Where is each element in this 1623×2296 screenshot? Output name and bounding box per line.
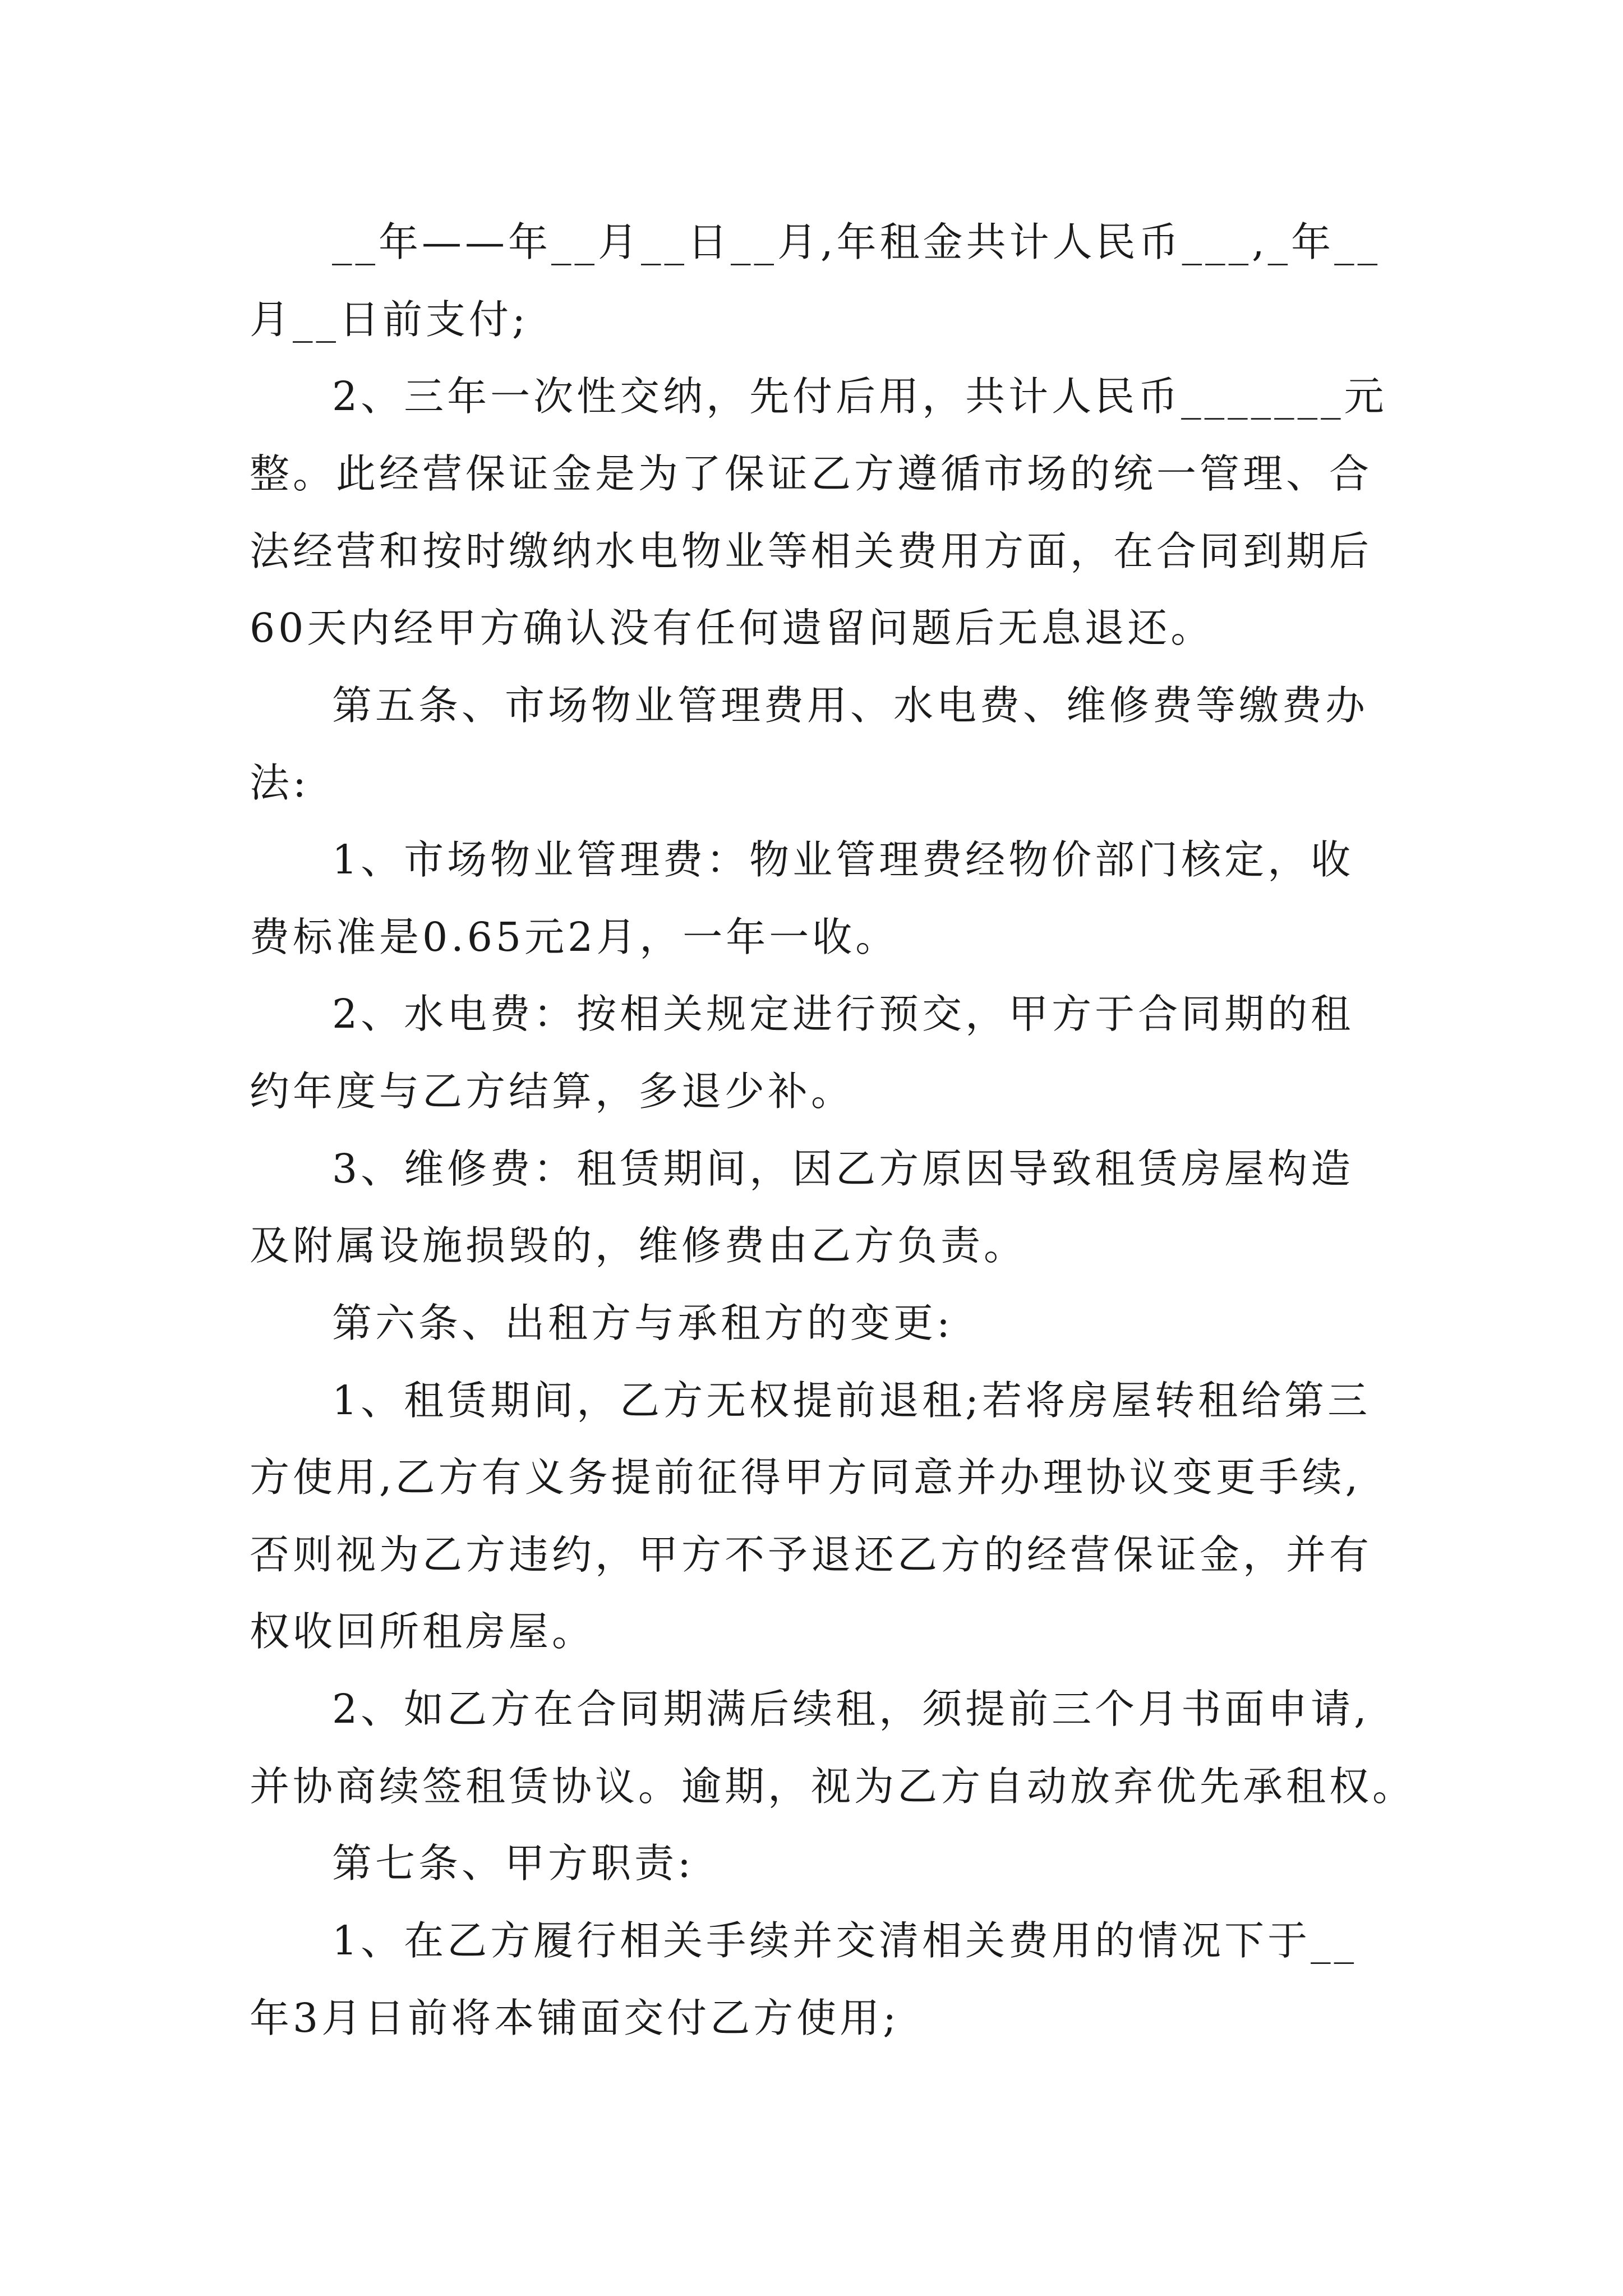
text-line-4: 整。此经营保证金是为了保证乙方遵循市场的统一管理、合 (250, 450, 1373, 497)
text-line-11: 2、水电费：按相关规定进行预交，甲方于合同期的租 (332, 991, 1354, 1037)
text-line-15: 第六条、出租方与承租方的变更: (332, 1300, 953, 1346)
text-line-13: 3、维修费：租赁期间，因乙方原因导致租赁房屋构造 (332, 1145, 1354, 1192)
text-line-16: 1、租赁期间，乙方无权提前退租;若将房屋转租给第三 (332, 1377, 1371, 1424)
text-line-12: 约年度与乙方结算，多退少补。 (250, 1068, 855, 1115)
text-line-8: 法: (250, 760, 310, 806)
text-line-20: 2、如乙方在合同期满后续租，须提前三个月书面申请, (332, 1686, 1370, 1732)
text-line-1: __年——年__月__日__月,年租金共计人民币___,_年__ (332, 219, 1381, 265)
text-line-19: 权收回所租房屋。 (250, 1608, 596, 1655)
text-line-17: 方使用,乙方有义务提前征得甲方同意并办理协议变更手续, (250, 1454, 1362, 1501)
text-line-7: 第五条、市场物业管理费用、水电费、维修费等缴费办 (332, 682, 1369, 729)
text-line-2: 月__日前支付; (250, 296, 529, 343)
text-line-22: 第七条、甲方职责: (332, 1840, 694, 1887)
text-line-14: 及附属设施损毁的，维修费由乙方负责。 (250, 1222, 1027, 1269)
text-line-21: 并协商续签租赁协议。逾期，视为乙方自动放弃优先承租权。 (250, 1763, 1416, 1810)
text-line-24: 年3月日前将本铺面交付乙方使用; (250, 1995, 900, 2041)
text-line-5: 法经营和按时缴纳水电物业等相关费用方面，在合同到期后 (250, 528, 1373, 574)
text-line-23: 1、在乙方履行相关手续并交清相关费用的情况下于__ (332, 1917, 1358, 1964)
text-line-3: 2、三年一次性交纳，先付后用，共计人民币_______元 (332, 373, 1387, 420)
text-line-9: 1、市场物业管理费：物业管理费经物价部门核定，收 (332, 836, 1354, 883)
text-line-10: 费标准是0.65元2月，一年一收。 (250, 914, 899, 960)
text-line-18: 否则视为乙方违约，甲方不予退还乙方的经营保证金，并有 (250, 1531, 1373, 1578)
text-line-6: 60天内经甲方确认没有任何遗留问题后无息退还。 (250, 605, 1214, 651)
